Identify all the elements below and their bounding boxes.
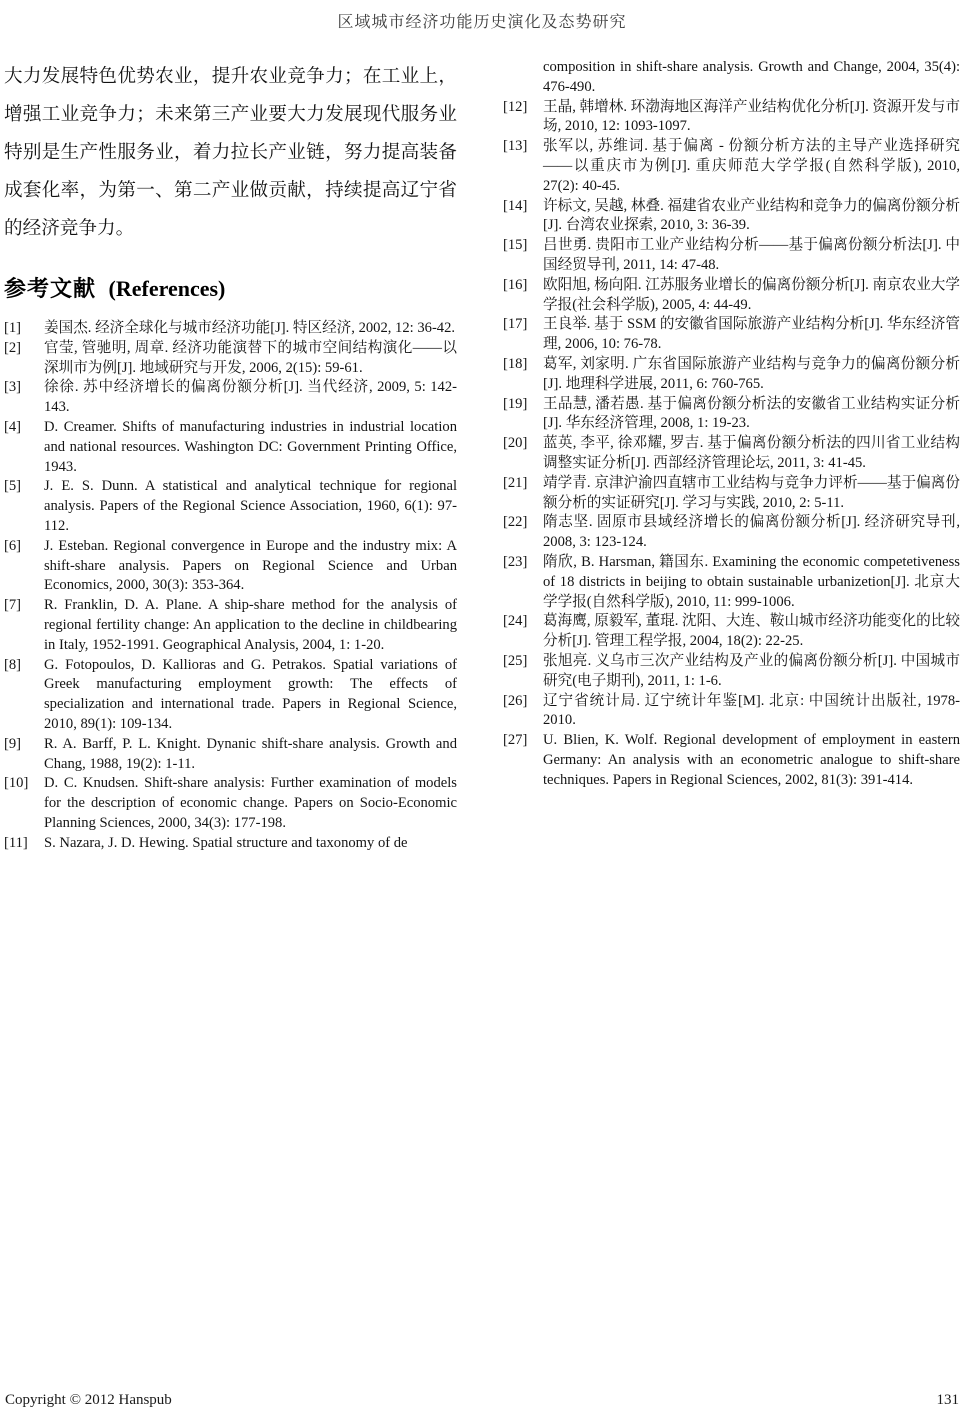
references-heading-en: (References) bbox=[108, 276, 226, 301]
references-heading-zh: 参考文献 bbox=[4, 277, 97, 302]
reference-number: [10] bbox=[4, 775, 29, 792]
reference-item bbox=[503, 315, 960, 355]
references-heading bbox=[4, 274, 457, 305]
reference-number: [17] bbox=[503, 316, 528, 333]
reference-item bbox=[503, 395, 960, 435]
reference-continuation: composition in shift-share analysis. Growth and Change, 2004, 35(4): 476-490. bbox=[543, 59, 960, 95]
reference-text: 王良举. 基于 SSM 的安徽省国际旅游产业结构分析[J]. 华东经济管理, 2006, 10: 76-78. bbox=[543, 316, 960, 353]
reference-text: 葛军, 刘家明. 广东省国际旅游产业结构与竞争力的偏离份额分析[J]. 地理科学进展, 2011, 6: 760-765. bbox=[543, 355, 960, 392]
reference-number: [26] bbox=[503, 692, 528, 709]
reference-number: [3] bbox=[4, 379, 22, 396]
reference-text: 辽宁省统计局. 辽宁统计年鉴[M]. 北京: 中国统计出版社, 1978-2010. bbox=[543, 692, 960, 729]
reference-number: [20] bbox=[503, 435, 528, 452]
reference-text: 欧阳旭, 杨向阳. 江苏服务业增长的偏离份额分析[J]. 南京农业大学学报(社会科学版), 2005, 4: 44-49. bbox=[543, 276, 960, 313]
reference-item bbox=[4, 319, 457, 339]
reference-number: [9] bbox=[4, 735, 22, 752]
reference-item bbox=[503, 98, 960, 138]
reference-text: R. A. Barff, P. L. Knight. Dynanic shift-share analysis. Growth and Chang, 1988, 19(2): 1-11. bbox=[44, 735, 457, 772]
reference-text: 官莹, 管驰明, 周章. 经济功能演替下的城市空间结构演化——以深圳市为例[J]. 地域研究与开发, 2006, 2(15): 59-61. bbox=[44, 339, 457, 376]
reference-number: [1] bbox=[4, 320, 22, 336]
reference-number: [7] bbox=[4, 597, 22, 614]
copyright-text: Copyright © 2012 Hanspub bbox=[5, 1392, 172, 1408]
reference-number: [2] bbox=[4, 339, 22, 356]
reference-text: 王品慧, 潘若愚. 基于偏离份额分析法的安徽省工业结构实证分析[J]. 华东经济管理, 2008, 1: 19-23. bbox=[543, 395, 960, 432]
page-number: 131 bbox=[936, 1392, 959, 1408]
reference-number: [11] bbox=[4, 834, 28, 851]
reference-item bbox=[4, 477, 457, 536]
reference-item bbox=[503, 276, 960, 316]
reference-text: S. Nazara, J. D. Hewing. Spatial structure and taxonomy of de bbox=[44, 834, 408, 851]
reference-text: J. Esteban. Regional convergence in Europe and the industry mix: A shift-share analysis. Papers on Regional Science and Urban Economics, 2000, 30(3): 353-364. bbox=[44, 537, 457, 594]
reference-text: 张军以, 苏维词. 基于偏离 - 份额分析方法的主导产业选择研究——以重庆市为例[J]. 重庆师范大学学报(自然科学版), 2010, 27(2): 40-45. bbox=[543, 138, 960, 194]
reference-item bbox=[4, 735, 457, 775]
reference-item bbox=[503, 652, 960, 692]
reference-item bbox=[503, 474, 960, 514]
reference-text: 葛海鹰, 原毅军, 董琨. 沈阳、大连、鞍山城市经济功能变化的比较分析[J]. 管理工程学报, 2004, 18(2): 22-25. bbox=[543, 613, 960, 650]
reference-text: 姜国杰. 经济全球化与城市经济功能[J]. 特区经济, 2002, 12: 36-42. bbox=[44, 320, 456, 336]
reference-number: [15] bbox=[503, 237, 528, 254]
two-column-body bbox=[0, 58, 964, 854]
reference-number: [22] bbox=[503, 514, 528, 531]
reference-number: [4] bbox=[4, 418, 22, 435]
reference-list-right bbox=[503, 98, 960, 791]
reference-text: 蓝英, 李平, 徐邓耀, 罗吉. 基于偏离份额分析法的四川省工业结构调整实证分析[J]. 西部经济管理论坛, 2011, 3: 41-45. bbox=[543, 435, 960, 471]
page-footer bbox=[5, 1392, 959, 1409]
reference-text: D. Creamer. Shifts of manufacturing industries in industrial location and national resources. Washington DC: Government Printing Office, 1943. bbox=[44, 418, 457, 475]
reference-text: 徐徐. 苏中经济增长的偏离份额分析[J]. 当代经济, 2009, 5: 142-143. bbox=[44, 379, 457, 416]
reference-item bbox=[503, 197, 960, 237]
reference-item bbox=[4, 834, 457, 854]
running-title: 区域城市经济功能历史演化及态势研究 bbox=[337, 14, 627, 31]
reference-list-left bbox=[4, 319, 457, 854]
reference-number: [16] bbox=[503, 276, 528, 293]
reference-number: [12] bbox=[503, 98, 528, 115]
reference-text: 吕世勇. 贵阳市工业产业结构分析——基于偏离份额分析法[J]. 中国经贸导刊, 2011, 14: 47-48. bbox=[543, 237, 960, 273]
reference-text: D. C. Knudsen. Shift-share analysis: Further examination of models for the description of economic change. Papers on Socio-Economic Planning Sciences, 2000, 34(3): 177-198. bbox=[44, 775, 457, 831]
reference-number: [13] bbox=[503, 138, 528, 155]
reference-item bbox=[4, 339, 457, 379]
reference-number: [21] bbox=[503, 474, 528, 491]
reference-number: [25] bbox=[503, 652, 528, 669]
reference-number: [23] bbox=[503, 553, 528, 570]
reference-item bbox=[503, 137, 960, 196]
reference-number: [19] bbox=[503, 395, 528, 412]
reference-item bbox=[503, 236, 960, 276]
reference-item bbox=[503, 553, 960, 612]
reference-text: G. Fotopoulos, D. Kallioras and G. Petrakos. Spatial variations of Greek manufacturing employment growth: The effects of specialization and international trade. Papers in Regional Science, 2010, 89(1): 109-134. bbox=[44, 656, 457, 732]
reference-text: 王晶, 韩增林. 环渤海地区海洋产业结构优化分析[J]. 资源开发与市场, 2010, 12: 1093-1097. bbox=[543, 98, 960, 135]
page-header bbox=[0, 0, 964, 32]
reference-item bbox=[503, 355, 960, 395]
reference-number: [18] bbox=[503, 355, 528, 372]
reference-text: 许标文, 吴越, 林叠. 福建省农业产业结构和竞争力的偏离份额分析[J]. 台湾农业探索, 2010, 3: 36-39. bbox=[543, 197, 960, 234]
reference-item bbox=[4, 774, 457, 833]
reference-number: [27] bbox=[503, 732, 528, 749]
reference-item bbox=[503, 513, 960, 553]
left-column bbox=[4, 58, 457, 854]
reference-item bbox=[503, 731, 960, 790]
reference-number: [5] bbox=[4, 478, 22, 495]
reference-item bbox=[4, 656, 457, 735]
reference-number: [6] bbox=[4, 537, 22, 554]
reference-item bbox=[4, 418, 457, 477]
reference-text: U. Blien, K. Wolf. Regional development of employment in eastern Germany: An analysis with an econometric analogue to shift-share techniques. Papers in Regional Sciences, 2002, 81(3): 391-414. bbox=[543, 732, 960, 788]
reference-item bbox=[4, 596, 457, 655]
reference-number: [8] bbox=[4, 656, 22, 673]
reference-text: R. Franklin, D. A. Plane. A ship-share method for the analysis of regional fertility change: An application to the decline in childbearing in Italy, 1952-1991. Geographical Analysis, 2004, 1: 1-20. bbox=[44, 597, 457, 653]
reference-item bbox=[4, 537, 457, 596]
reference-text: 隋欣, B. Harsman, 籍国东. Examining the economic competetiveness of 18 districts in beijing to obtain sustainable urbanizetion[J]. 北京大学学报(自然科学版), 2010, 11: 999-1006. bbox=[543, 553, 960, 610]
reference-number: [14] bbox=[503, 197, 528, 214]
reference-item bbox=[503, 692, 960, 732]
reference-text: 隋志坚. 固原市县域经济增长的偏离份额分析[J]. 经济研究导刊, 2008, 3: 123-124. bbox=[543, 514, 960, 551]
reference-text: 张旭亮. 义乌市三次产业结构及产业的偏离份额分析[J]. 中国城市研究(电子期刊), 2011, 1: 1-6. bbox=[543, 652, 960, 689]
reference-text: J. E. S. Dunn. A statistical and analytical technique for regional analysis. Papers of the Regional Science Association, 1960, 6(1): 97-112. bbox=[44, 478, 457, 534]
reference-item bbox=[503, 434, 960, 474]
reference-item bbox=[4, 378, 457, 418]
reference-number: [24] bbox=[503, 613, 528, 630]
conclusion-paragraph: 大力发展特色优势农业，提升农业竞争力；在工业上，增强工业竞争力；未来第三产业要大力发展现代服务业特别是生产性服务业，着力拉长产业链，努力提高装备成套化率，为第一、第二产业做贡献，持续提高辽宁省的经济竞争力。 bbox=[4, 66, 457, 239]
right-column bbox=[503, 58, 960, 854]
reference-text: 靖学青. 京津沪渝四直辖市工业结构与竞争力评析——基于偏离份额分析的实证研究[J]. 学习与实践, 2010, 2: 5-11. bbox=[543, 474, 960, 511]
reference-item bbox=[503, 612, 960, 652]
